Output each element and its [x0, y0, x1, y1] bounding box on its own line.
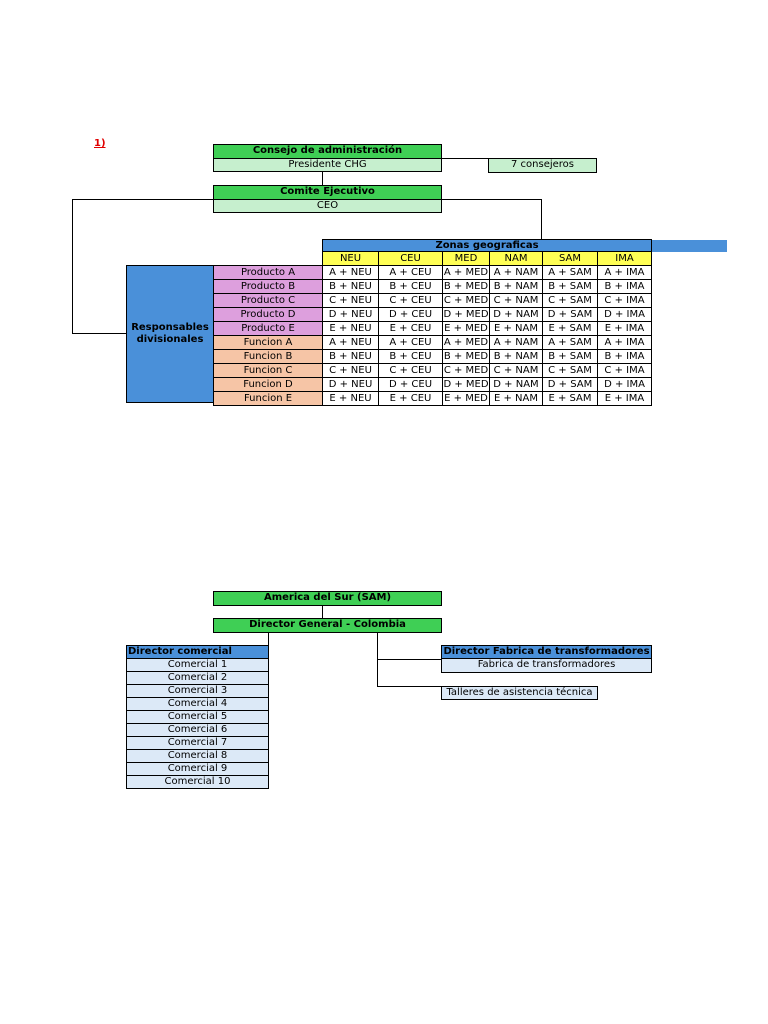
- matrix-cell: E + NAM: [490, 392, 543, 406]
- header-blank-cell: [214, 252, 323, 266]
- workshops-box: Talleres de asistencia técnica: [441, 686, 598, 700]
- matrix-cell: E + NEU: [323, 392, 379, 406]
- matrix-cell: E + NAM: [490, 322, 543, 336]
- matrix-cell: B + NAM: [490, 350, 543, 364]
- table-row: [214, 266, 652, 280]
- matrix-cell: A + MED: [443, 266, 489, 278]
- board-advisors-connector: [442, 158, 488, 159]
- list-item: Comercial 3: [126, 684, 269, 698]
- list-item: Comercial 10: [126, 775, 269, 789]
- divisional-box: [126, 265, 214, 403]
- matrix-cell: A + NAM: [490, 336, 543, 350]
- zone-code-nam: NAM: [490, 252, 543, 266]
- matrix-cell: D + IMA: [598, 308, 652, 322]
- row-label: Producto B: [214, 280, 323, 294]
- matrix-cell: C + NAM: [490, 364, 543, 378]
- matrix-cell: B + NEU: [323, 350, 379, 364]
- zones-connector: [541, 199, 542, 239]
- matrix-cell: C + SAM: [543, 294, 598, 308]
- row-label: Funcion B: [214, 350, 323, 364]
- commercial-connector: [268, 633, 269, 645]
- ceo-left-connector: [72, 199, 213, 200]
- matrix-cell: B + IMA: [598, 280, 652, 294]
- list-item: Comercial 2: [126, 671, 269, 685]
- workshops-connector: [377, 686, 441, 687]
- matrix-cell: A + NEU: [323, 336, 379, 350]
- zones-header-row: [214, 252, 652, 266]
- list-item: Comercial 5: [126, 710, 269, 724]
- table-row: [214, 336, 652, 350]
- row-label: Funcion D: [214, 378, 323, 392]
- matrix-cell: E + CEU: [379, 322, 443, 336]
- ceo-box: CEO: [213, 199, 442, 213]
- matrix-cell: C + IMA: [598, 294, 652, 308]
- list-item: Comercial 6: [126, 723, 269, 737]
- matrix-cell: B + SAM: [543, 280, 598, 294]
- row-label: Producto E: [214, 322, 323, 336]
- matrix-cell: D + NAM: [490, 308, 543, 322]
- executive-title-box: Comite Ejecutivo: [213, 185, 442, 200]
- matrix-cell: C + CEU: [379, 294, 443, 308]
- ceo-right-connector: [442, 199, 542, 200]
- matrix-cell: A + MED: [443, 336, 489, 348]
- row-label: Funcion A: [214, 336, 323, 350]
- row-label: Producto A: [214, 266, 323, 280]
- list-item: Comercial 4: [126, 697, 269, 711]
- matrix-cell: B + MED: [443, 350, 489, 362]
- section-label: 1): [94, 138, 106, 149]
- matrix-cell: A + CEU: [379, 336, 443, 350]
- table-row: [214, 322, 652, 336]
- matrix-cell: D + CEU: [379, 308, 443, 322]
- matrix-cell: B + SAM: [543, 350, 598, 364]
- commercial-director-box: Director comercial: [126, 645, 269, 659]
- matrix-cell: B + CEU: [379, 350, 443, 364]
- list-item: Comercial 8: [126, 749, 269, 763]
- row-label: Funcion C: [214, 364, 323, 378]
- zones-title-extension: [652, 240, 727, 252]
- table-row: [214, 280, 652, 294]
- matrix-cell: C + CEU: [379, 364, 443, 378]
- matrix-cell: A + NEU: [323, 266, 379, 280]
- matrix-cell: E + MED: [444, 392, 488, 404]
- matrix-cell: E + SAM: [543, 322, 598, 336]
- matrix-cell: E + SAM: [543, 392, 598, 406]
- matrix-cell: A + SAM: [543, 266, 598, 280]
- matrix-cell: B + IMA: [598, 350, 652, 364]
- matrix-cell: D + NAM: [490, 378, 543, 392]
- president-box: Presidente CHG: [213, 158, 442, 172]
- matrix-cell: E + MED: [444, 322, 488, 334]
- table-row: [214, 308, 652, 322]
- board-exec-connector: [322, 172, 323, 185]
- zone-code-neu: NEU: [323, 252, 379, 266]
- matrix-cell: C + IMA: [598, 364, 652, 378]
- matrix-cell: B + CEU: [379, 280, 443, 294]
- matrix-cell: A + CEU: [379, 266, 443, 280]
- matrix-cell: D + IMA: [598, 378, 652, 392]
- divisional-connector: [72, 333, 126, 334]
- matrix-cell: A + IMA: [598, 266, 652, 280]
- zone-code-med: MED: [443, 252, 490, 266]
- divisional-title: Responsables divisionales: [131, 322, 209, 345]
- matrix-cell: A + IMA: [598, 336, 652, 350]
- matrix-cell: D + MED: [443, 378, 489, 390]
- table-row: [214, 364, 652, 378]
- matrix-cell: C + NEU: [323, 294, 379, 308]
- matrix-cell: C + SAM: [543, 364, 598, 378]
- row-label: Producto D: [214, 308, 323, 322]
- zone-code-ceu: CEU: [379, 252, 443, 266]
- matrix-cell: D + CEU: [379, 378, 443, 392]
- zone-code-sam: SAM: [543, 252, 598, 266]
- commercial-list: [126, 658, 269, 789]
- matrix-cell: C + NEU: [323, 364, 379, 378]
- matrix-cell: B + NAM: [490, 280, 543, 294]
- table-row: [214, 392, 652, 406]
- sam-title-box: America del Sur (SAM): [213, 591, 442, 606]
- matrix-cell: D + MED: [443, 308, 489, 320]
- table-row: [214, 350, 652, 364]
- matrix-cell: C + MED: [443, 364, 489, 376]
- factory-box: Fabrica de transformadores: [441, 658, 652, 673]
- list-item: Comercial 1: [126, 658, 269, 672]
- matrix-cell: E + NEU: [323, 322, 379, 336]
- matrix-cell: B + NEU: [323, 280, 379, 294]
- matrix-cell: E + IMA: [598, 392, 652, 406]
- matrix-cell: A + SAM: [543, 336, 598, 350]
- row-label: Funcion E: [214, 392, 323, 406]
- matrix-cell: D + NEU: [323, 378, 379, 392]
- table-row: [214, 378, 652, 392]
- matrix-cell: B + MED: [443, 280, 489, 292]
- zones-title-box: Zonas geograficas: [322, 239, 652, 252]
- row-label: Producto C: [214, 294, 323, 308]
- sam-director-box: Director General - Colombia: [213, 618, 442, 633]
- list-item: Comercial 9: [126, 762, 269, 776]
- matrix-cell: D + NEU: [323, 308, 379, 322]
- matrix-cell: A + NAM: [490, 266, 543, 280]
- factory-connector: [377, 659, 442, 660]
- board-title-box: Consejo de administración: [213, 144, 442, 159]
- factory-director-box: Director Fabrica de transformadores: [441, 645, 652, 659]
- ceo-left-down-connector: [72, 199, 73, 334]
- zones-matrix: [213, 251, 652, 406]
- matrix-cell: C + MED: [443, 294, 489, 306]
- zone-code-ima: IMA: [598, 252, 652, 266]
- list-item: Comercial 7: [126, 736, 269, 750]
- matrix-cell: E + IMA: [598, 322, 652, 336]
- matrix-cell: E + CEU: [379, 392, 443, 406]
- matrix-cell: D + SAM: [543, 308, 598, 322]
- matrix-cell: C + NAM: [490, 294, 543, 308]
- advisors-box: 7 consejeros: [488, 158, 597, 173]
- table-row: [214, 294, 652, 308]
- matrix-cell: D + SAM: [543, 378, 598, 392]
- sam-director-connector: [322, 606, 323, 618]
